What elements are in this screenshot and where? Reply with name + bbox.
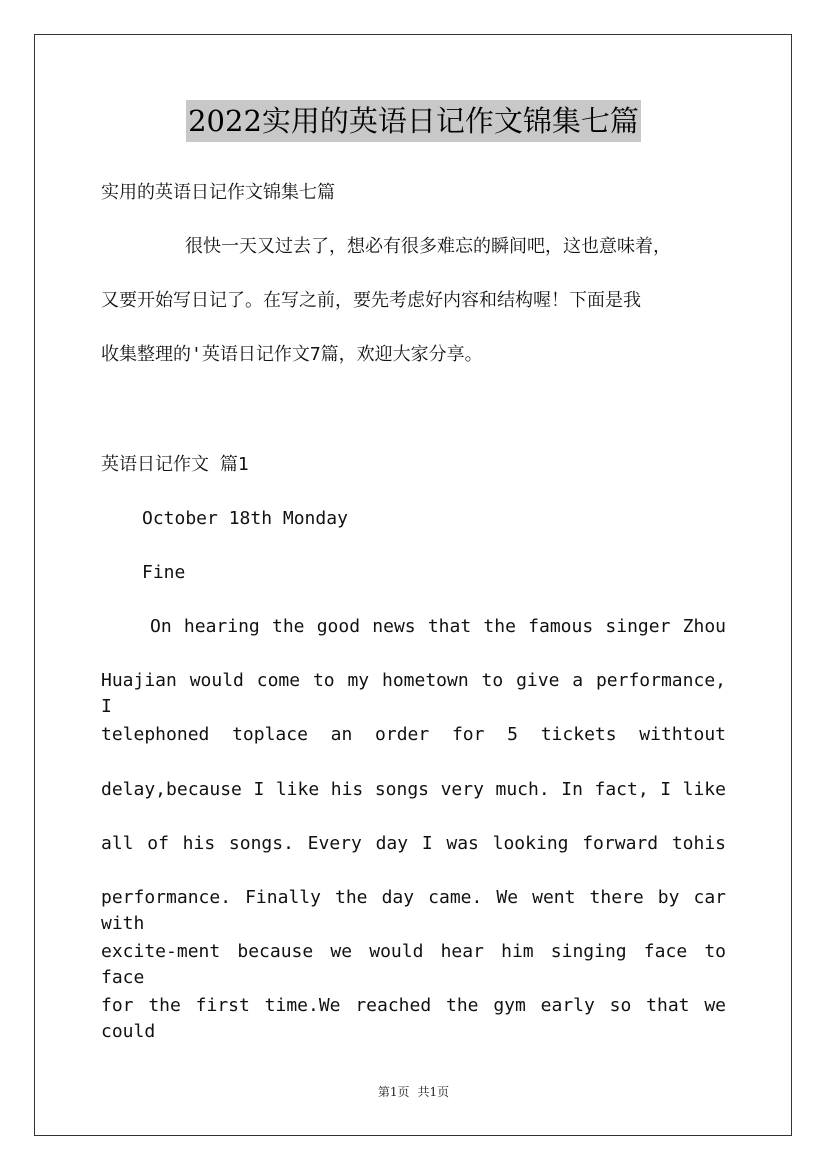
intro-line-3: 收集整理的'英语日记作文7篇，欢迎大家分享。 xyxy=(101,344,483,365)
page-footer xyxy=(0,1083,827,1101)
page-number: 第1页 xyxy=(377,1085,410,1099)
intro-line-1: 很快一天又过去了，想必有很多难忘的瞬间吧，这也意味着， xyxy=(185,236,671,257)
body-line-3: telephoned toplace an order for 5 tickets withtout xyxy=(101,724,726,745)
body-line-4: delay,because I like his songs very much. In fact, I like xyxy=(101,779,726,800)
document-title: 2022实用的英语日记作文锦集七篇 xyxy=(186,100,641,142)
section-heading: 英语日记作文 篇1 xyxy=(101,454,249,475)
intro-line-2: 又要开始写日记了。在写之前，要先考虑好内容和结构喔！下面是我 xyxy=(101,290,641,311)
body-line-6: performance. Finally the day came. We went there by car with xyxy=(101,887,726,934)
body-line-5: all of his songs. Every day I was looking forward tohis xyxy=(101,833,726,854)
diary-date: October 18th Monday xyxy=(142,508,348,529)
page-total: 共1页 xyxy=(417,1085,450,1099)
body-line-1: On hearing the good news that the famous singer Zhou xyxy=(150,616,726,637)
title-container xyxy=(0,100,827,142)
body-line-8: for the first time.We reached the gym early so that we could xyxy=(101,995,726,1042)
document-subtitle: 实用的英语日记作文锦集七篇 xyxy=(101,182,335,203)
body-line-7: excite-ment because we would hear him singing face to face xyxy=(101,941,726,988)
body-line-2: Huajian would come to my hometown to give a performance, I xyxy=(101,670,726,717)
diary-weather: Fine xyxy=(142,562,186,583)
